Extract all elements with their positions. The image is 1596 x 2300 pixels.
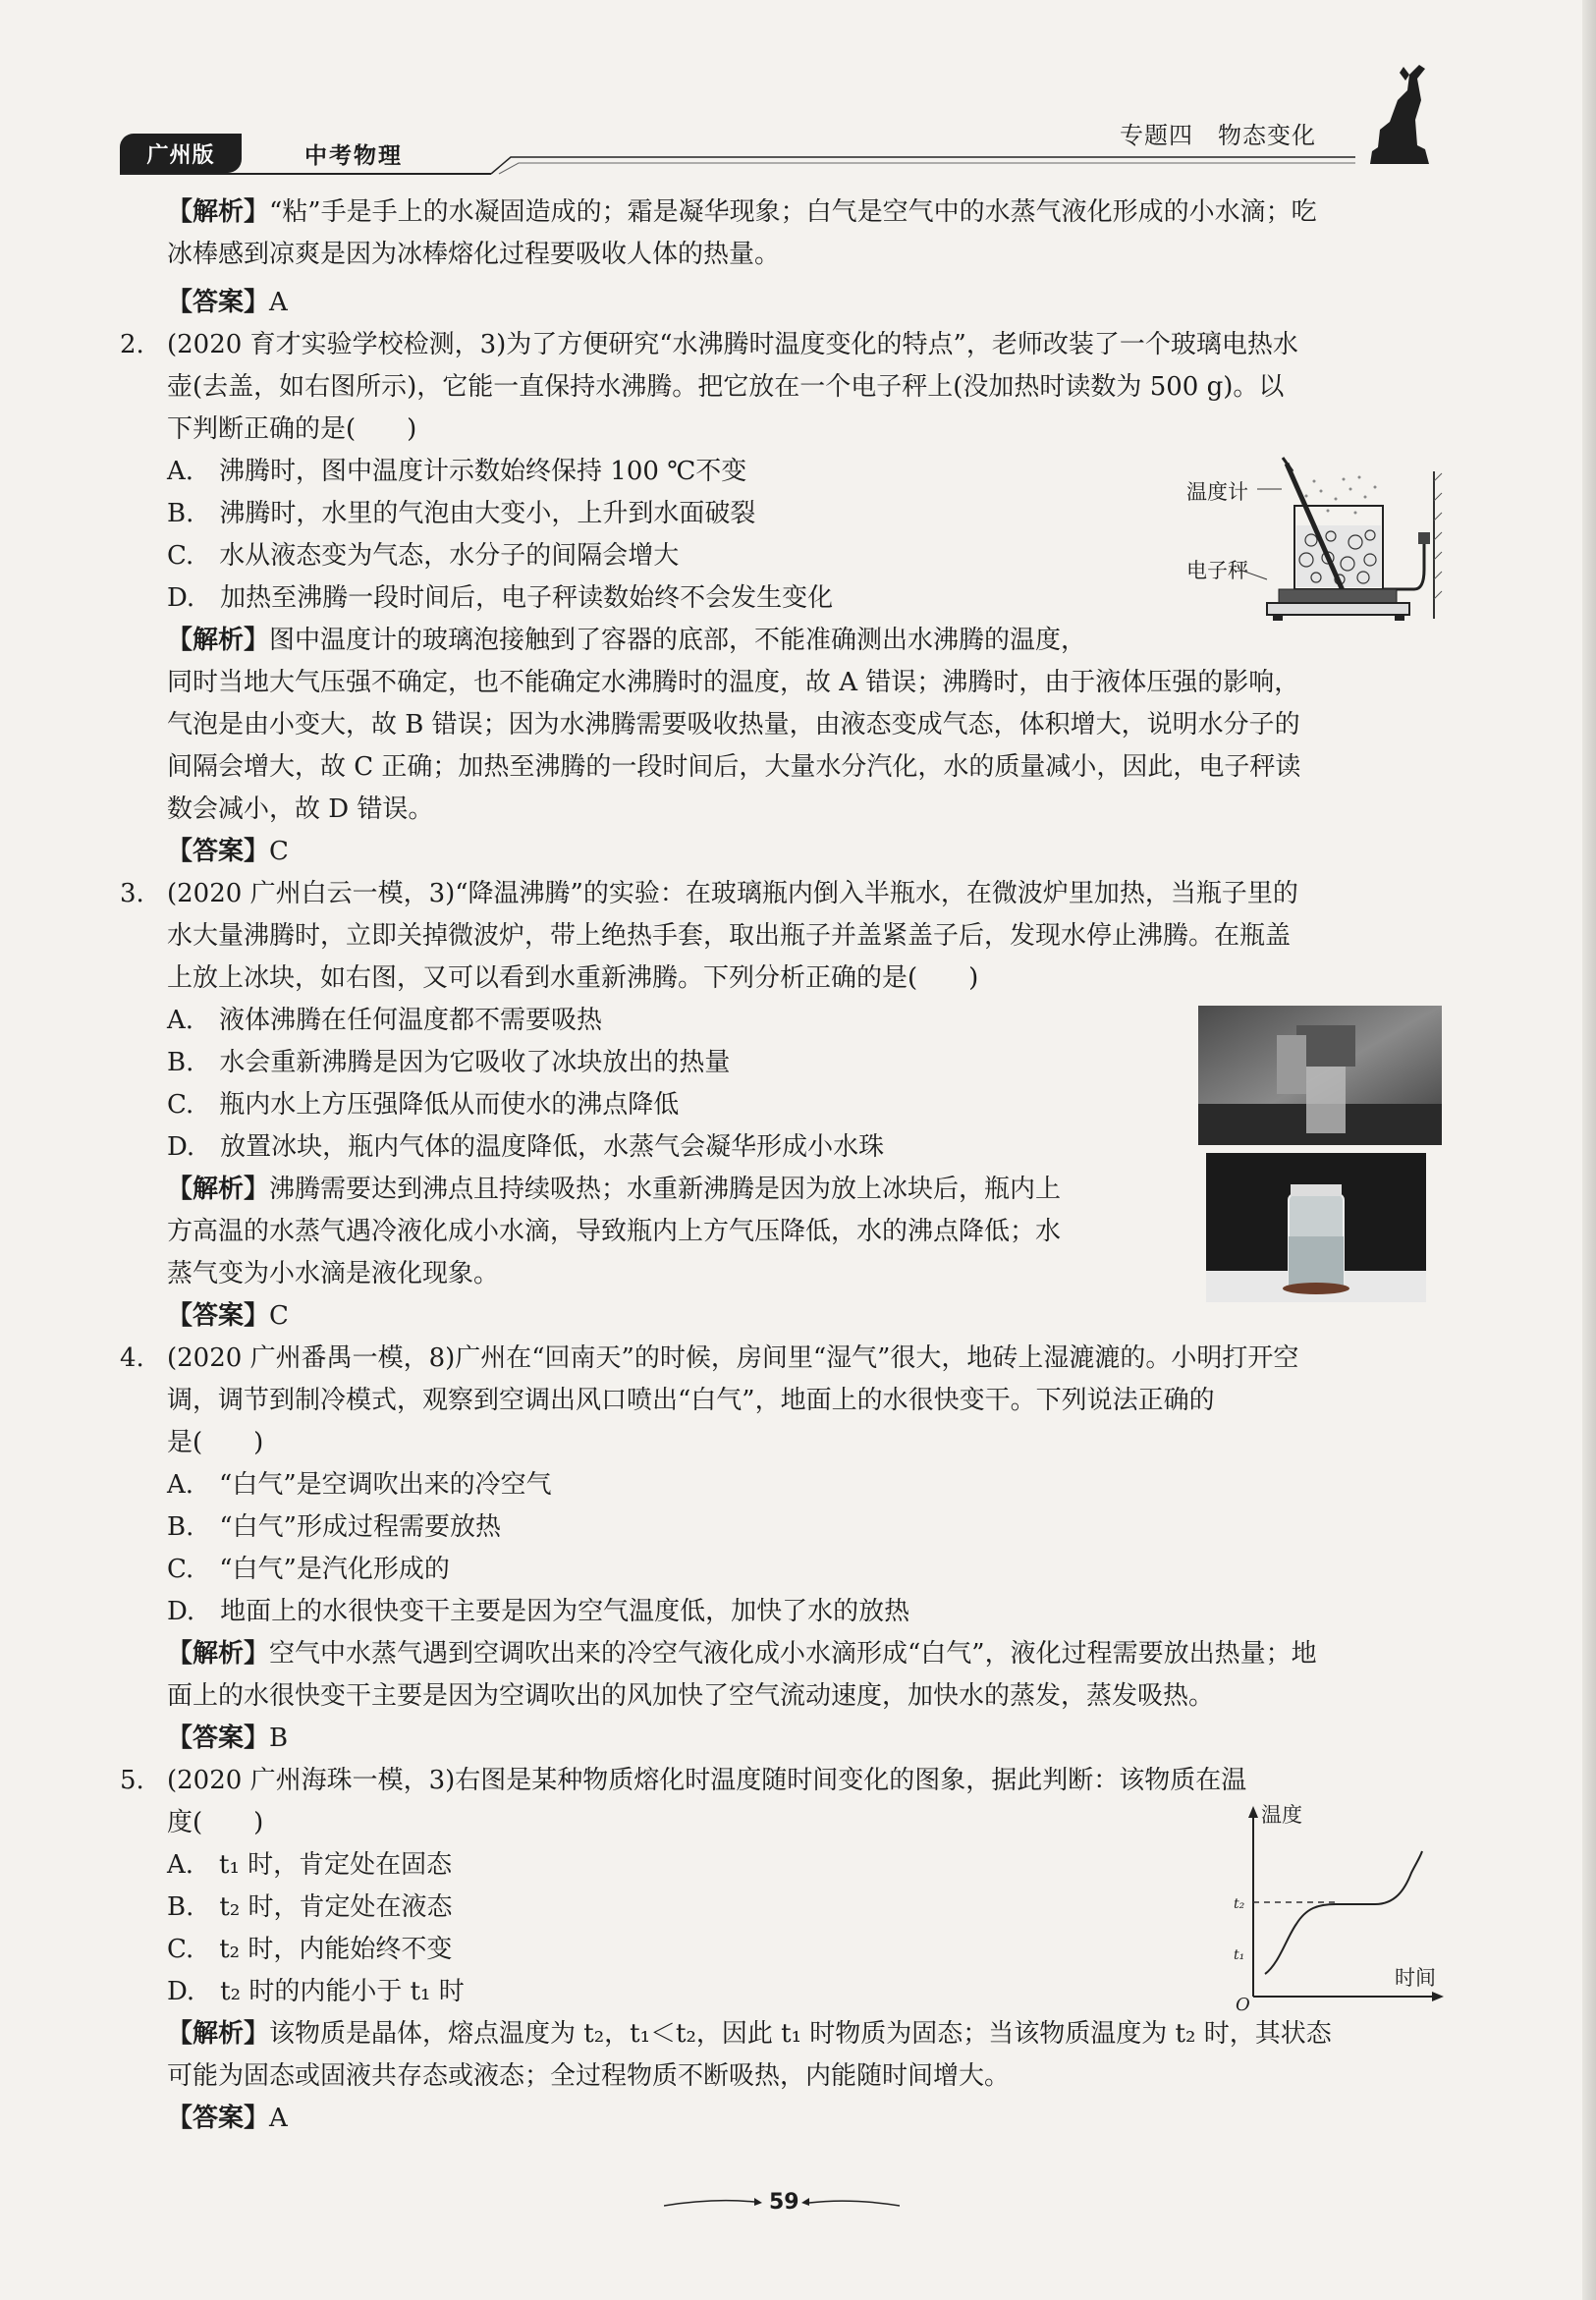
page-edge: [1582, 0, 1596, 2300]
q4-analysis: 【解析】空气中水蒸气遇到空调吹出来的冷空气液化成小水滴形成“白气”，液化过程需要放出热量；地: [167, 1639, 1317, 1669]
x-axis-arrow-icon: [1432, 1992, 1444, 2001]
q3-analysis-line3: 蒸气变为小水滴是液化现象。: [167, 1259, 500, 1288]
q1-analysis-line2: 冰棒感到凉爽是因为冰棒熔化过程要吸收人体的热量。: [167, 240, 781, 269]
graph-origin: O: [1236, 1995, 1250, 2013]
q3-option-b: B. 水会重新沸腾是因为它吸收了冰块放出的热量: [167, 1048, 731, 1077]
q3-answer: 【答案】C: [167, 1301, 289, 1331]
q3-stem-line3: 上放上冰块，如右图，又可以看到水重新沸腾。下列分析正确的是( ): [167, 963, 979, 993]
graph-t1-label: t₁: [1234, 1947, 1245, 1963]
q1-answer: 【答案】A: [167, 288, 288, 317]
q5-number: 5.: [120, 1766, 144, 1795]
microwave-bottle-photo: [1198, 1006, 1442, 1145]
q2-number: 2.: [120, 330, 144, 359]
q3-analysis-line2: 方高温的水蒸气遇冷液化成小水滴，导致瓶内上方气压降低，水的沸点降低；水: [167, 1217, 1062, 1246]
topic-title: 专题四 物态变化: [1120, 122, 1316, 149]
thermometer-label: 温度计: [1186, 480, 1248, 504]
q3-number: 3.: [120, 879, 144, 908]
q5-option-b: B. t₂ 时，肯定处在液态: [167, 1892, 453, 1922]
q2-analysis-line2: 同时当地大气压强不确定，也不能确定水沸腾时的温度，故 A 错误；沸腾时，由于液体压强的影响，: [167, 668, 1300, 697]
q4-number: 4.: [120, 1343, 144, 1373]
page-number: 59: [769, 2190, 799, 2215]
q4-answer: 【答案】B: [167, 1724, 289, 1753]
analysis-label: 【解析】: [167, 197, 270, 227]
q5-option-a: A. t₁ 时，肯定处在固态: [167, 1850, 453, 1880]
graph-xlabel: 时间: [1395, 1966, 1436, 1990]
q5-analysis-line2: 可能为固态或固液共存态或液态；全过程物质不断吸热，内能随时间增大。: [167, 2061, 1011, 2091]
q5-analysis: 【解析】该物质是晶体，熔点温度为 t₂，t₁＜t₂，因此 t₁ 时物质为固态；当该物质温度为 t₂ 时，其状态: [167, 2019, 1332, 2049]
q2-analysis: 【解析】图中温度计的玻璃泡接触到了容器的底部，不能准确测出水沸腾的温度，: [167, 626, 1087, 655]
subject-title: 中考物理: [304, 143, 403, 169]
edition-badge: 广州版: [120, 134, 242, 173]
q5-option-c: C. t₂ 时，内能始终不变: [167, 1935, 453, 1964]
q2-analysis-line5: 数会减小，故 D 错误。: [167, 794, 434, 824]
q5-stem-line1: (2020 广州海珠一模，3)右图是某种物质熔化时温度随时间变化的图象，据此判断：该物质在温: [167, 1766, 1247, 1795]
q2-option-b: B. 沸腾时，水里的气泡由大变小，上升到水面破裂: [167, 499, 756, 528]
q1-analysis: 【解析】“粘”手是手上的水凝固造成的；霜是凝华现象；白气是空气中的水蒸气液化形成的小水滴；吃: [167, 197, 1317, 227]
q4-option-a: A. “白气”是空调吹出来的冷空气: [167, 1470, 552, 1500]
y-axis-arrow-icon: [1248, 1806, 1258, 1818]
q2-option-c: C. 水从液态变为气态，水分子的间隔会增大: [167, 541, 680, 571]
header-rule: [0, 0, 1596, 196]
q4-option-d: D. 地面上的水很快变干主要是因为空气温度低，加快了水的放热: [167, 1597, 910, 1626]
q4-option-c: C. “白气”是汽化形成的: [167, 1555, 450, 1584]
q3-option-a: A. 液体沸腾在任何温度都不需要吸热: [167, 1006, 603, 1035]
q3-stem-line1: (2020 广州白云一模，3)“降温沸腾”的实验：在玻璃瓶内倒入半瓶水，在微波炉里加热，当瓶子里的: [167, 879, 1298, 908]
q4-analysis-line2: 面上的水很快变干主要是因为空调吹出的风加快了空气流动速度，加快水的蒸发，蒸发吸热。: [167, 1681, 1215, 1711]
q5-stem-line2: 度( ): [167, 1808, 264, 1837]
q3-stem-line2: 水大量沸腾时，立即关掉微波炉，带上绝热手套，取出瓶子并盖紧盖子后，发现水停止沸腾。在瓶盖: [167, 921, 1292, 951]
q5-answer: 【答案】A: [167, 2104, 288, 2133]
q3-option-d: D. 放置冰块，瓶内气体的温度降低，水蒸气会凝华形成小水珠: [167, 1132, 885, 1162]
graph-ylabel: 温度: [1261, 1803, 1302, 1827]
goat-statue-icon: [1360, 61, 1439, 169]
melting-curve-graph: [1228, 1802, 1454, 2013]
graph-t2-label: t₂: [1234, 1896, 1245, 1912]
q4-stem-line2: 调，调节到制冷模式，观察到空调出风口喷出“白气”，地面上的水很快变干。下列说法正确的: [167, 1386, 1215, 1415]
q3-option-c: C. 瓶内水上方压强降低从而使水的沸点降低: [167, 1090, 680, 1120]
q2-analysis-line3: 气泡是由小变大，故 B 错误；因为水沸腾需要吸收热量，由液态变成气态，体积增大，说明水分子的: [167, 710, 1300, 739]
q2-stem-line1: (2020 育才实验学校检测，3)为了方便研究“水沸腾时温度变化的特点”，老师改装了一个玻璃电热水: [167, 330, 1298, 359]
kettle-figure: [1238, 452, 1444, 629]
bottle-ice-photo: [1206, 1153, 1426, 1302]
q2-analysis-line4: 间隔会增大，故 C 正确；加热至沸腾的一段时间后，大量水分汽化，水的质量减小，因此，电子秤读: [167, 752, 1301, 782]
q2-stem-line2: 壶(去盖，如右图所示)，它能一直保持水沸腾。把它放在一个电子秤上(没加热时读数为 500 g)。以: [167, 372, 1285, 402]
q2-stem-line3: 下判断正确的是( ): [167, 414, 417, 444]
q4-stem-line3: 是( ): [167, 1428, 264, 1457]
q2-answer: 【答案】C: [167, 837, 289, 866]
q4-option-b: B. “白气”形成过程需要放热: [167, 1512, 501, 1542]
scale-label: 电子秤: [1186, 559, 1248, 582]
temperature-curve: [1265, 1851, 1422, 1974]
q2-option-d: D. 加热至沸腾一段时间后，电子秤读数始终不会发生变化: [167, 583, 834, 613]
q3-analysis: 【解析】沸腾需要达到沸点且持续吸热；水重新沸腾是因为放上冰块后，瓶内上: [167, 1175, 1062, 1204]
q2-option-a: A. 沸腾时，图中温度计示数始终保持 100 ℃不变: [167, 457, 747, 486]
q5-option-d: D. t₂ 时的内能小于 t₁ 时: [167, 1977, 465, 2006]
q4-stem-line1: (2020 广州番禺一模，8)广州在“回南天”的时候，房间里“湿气”很大，地砖上湿漉漉的。小明打开空: [167, 1343, 1299, 1373]
